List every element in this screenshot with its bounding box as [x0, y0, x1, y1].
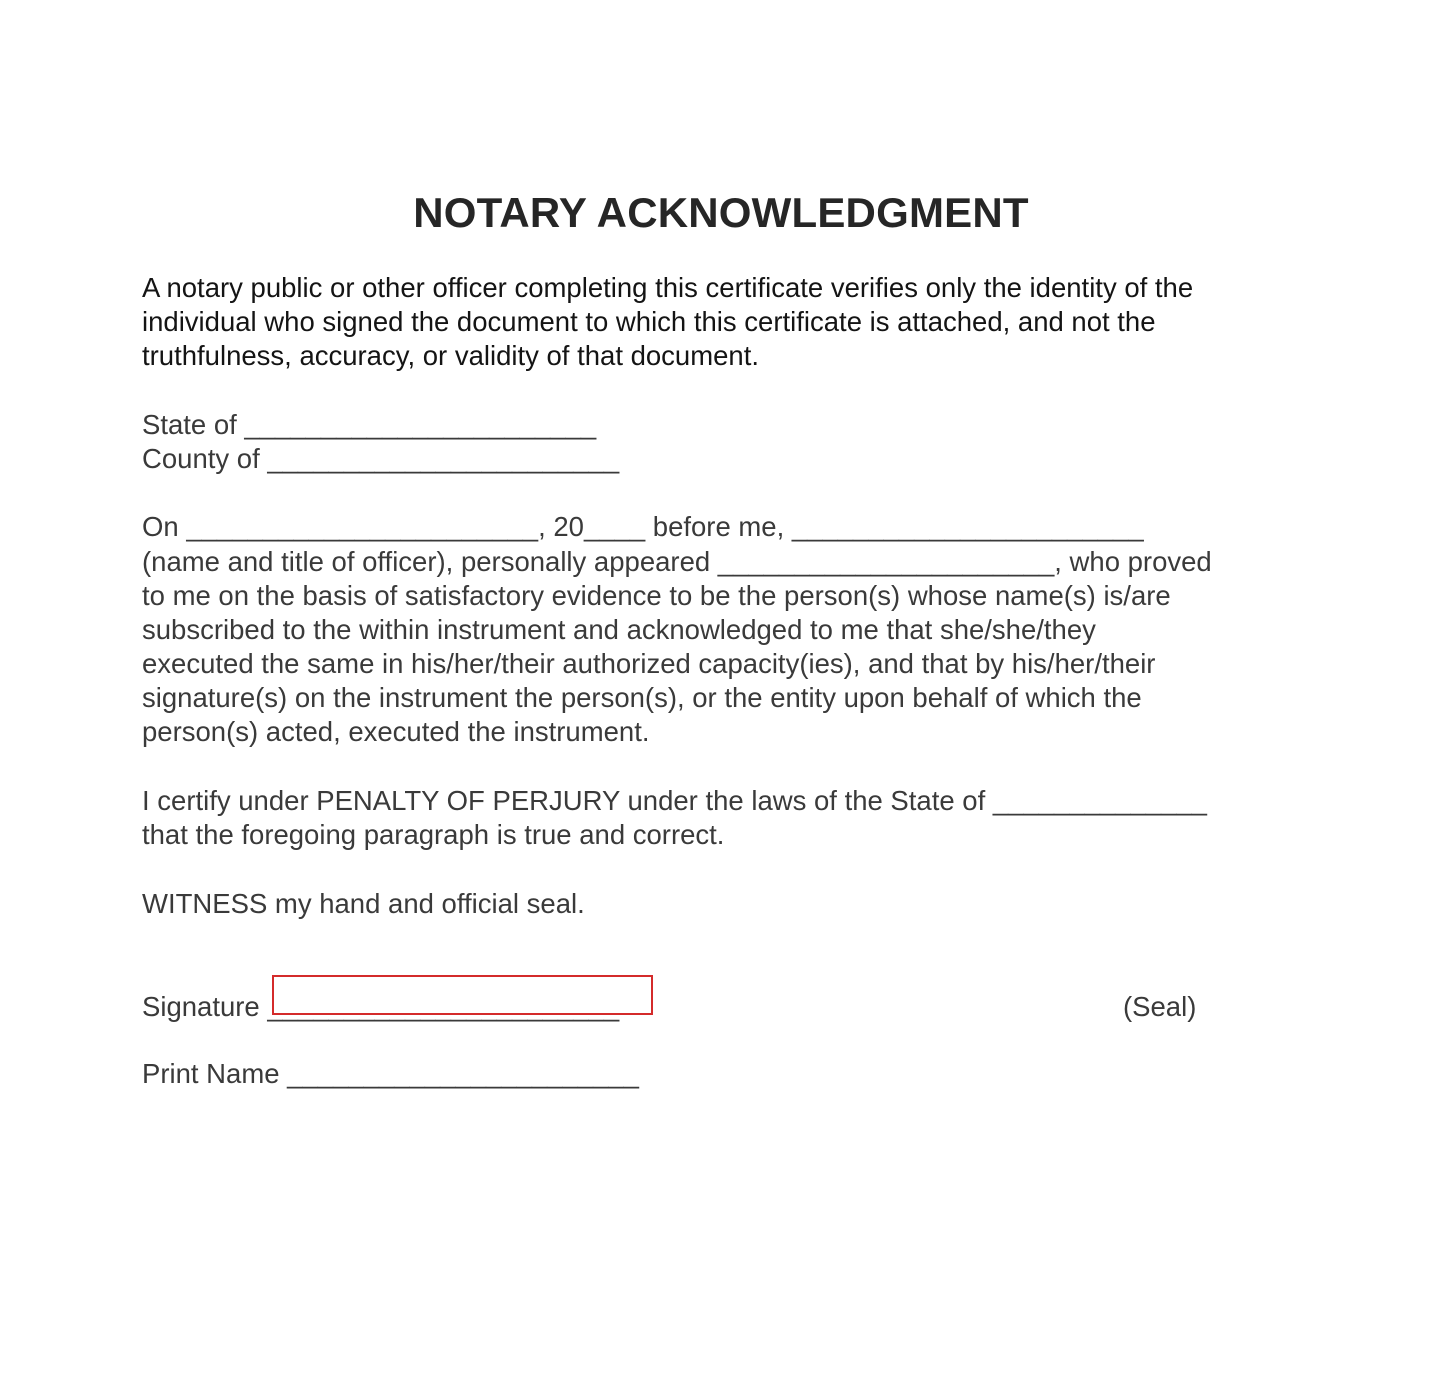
intro-line-2: individual who signed the document to which this certificate is attached, and not the	[142, 306, 1156, 337]
body-line-3: to me on the basis of satisfactory evidence to be the person(s) whose name(s) is/are	[142, 580, 1171, 611]
body-line-7: person(s) acted, executed the instrument.	[142, 716, 650, 747]
body-line-1: On _______________________, 20____ before me, _______________________	[142, 511, 1144, 542]
state-of-line: State of _______________________	[142, 409, 597, 440]
intro-line-3: truthfulness, accuracy, or validity of that document.	[142, 340, 760, 371]
county-of-line: County of _______________________	[142, 443, 620, 474]
certify-line-1: I certify under PENALTY OF PERJURY under the laws of the State of ______________	[142, 785, 1207, 816]
certify-line-2: that the foregoing paragraph is true and correct.	[142, 819, 725, 850]
body-line-6: signature(s) on the instrument the person(s), or the entity upon behalf of which the	[142, 682, 1142, 713]
body-line-2: (name and title of officer), personally appeared ______________________, who proved	[142, 546, 1212, 577]
document-title: NOTARY ACKNOWLEDGMENT	[413, 189, 1029, 236]
intro-line-1: A notary public or other officer completing this certificate verifies only the identity of the	[142, 272, 1194, 303]
signature-line: Signature _______________________	[142, 991, 620, 1022]
body-line-5: executed the same in his/her/their authorized capacity(ies), and that by his/her/their	[142, 648, 1156, 679]
witness-line: WITNESS my hand and official seal.	[142, 888, 585, 919]
signature-input-field[interactable]	[272, 975, 653, 1015]
seal-label: (Seal)	[1123, 991, 1197, 1022]
body-line-4: subscribed to the within instrument and acknowledged to me that she/she/they	[142, 614, 1096, 645]
print-name-line: Print Name _______________________	[142, 1058, 639, 1089]
